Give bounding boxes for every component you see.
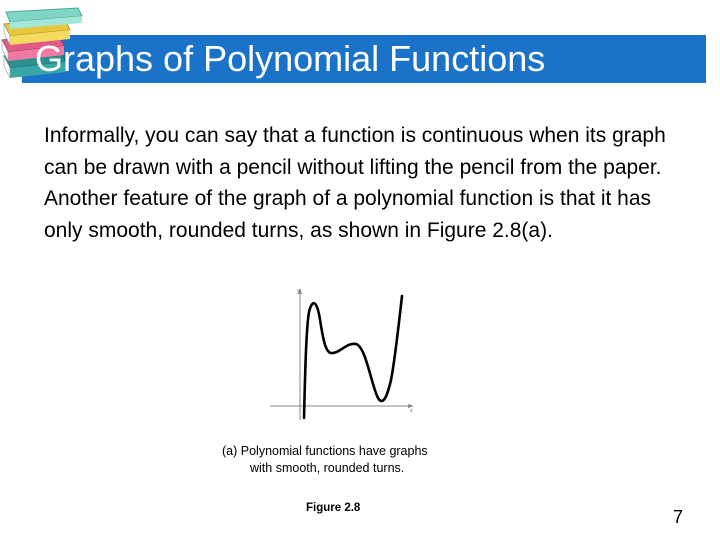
caption-line-1: (a) Polynomial functions have graphs: [222, 444, 428, 458]
y-axis-label: y: [297, 288, 300, 294]
polynomial-graph: [268, 284, 420, 424]
polynomial-curve: [304, 296, 402, 418]
slide-title: Graphs of Polynomial Functions: [35, 38, 546, 79]
x-axis-label: x: [410, 408, 413, 414]
figure-label: Figure 2.8: [306, 502, 361, 514]
body-paragraph: Informally, you can say that a function is continuous when its graph can be drawn with a pencil without lifting the pencil from the paper. Another feature of the graph of a polynomial function is that it has only smooth, rounded turns, as shown in Figure 2.8(a).: [44, 124, 666, 242]
figure-caption: [222, 443, 428, 477]
page-number: 7: [673, 507, 684, 527]
caption-line-2: with smooth, rounded turns.: [250, 461, 405, 475]
